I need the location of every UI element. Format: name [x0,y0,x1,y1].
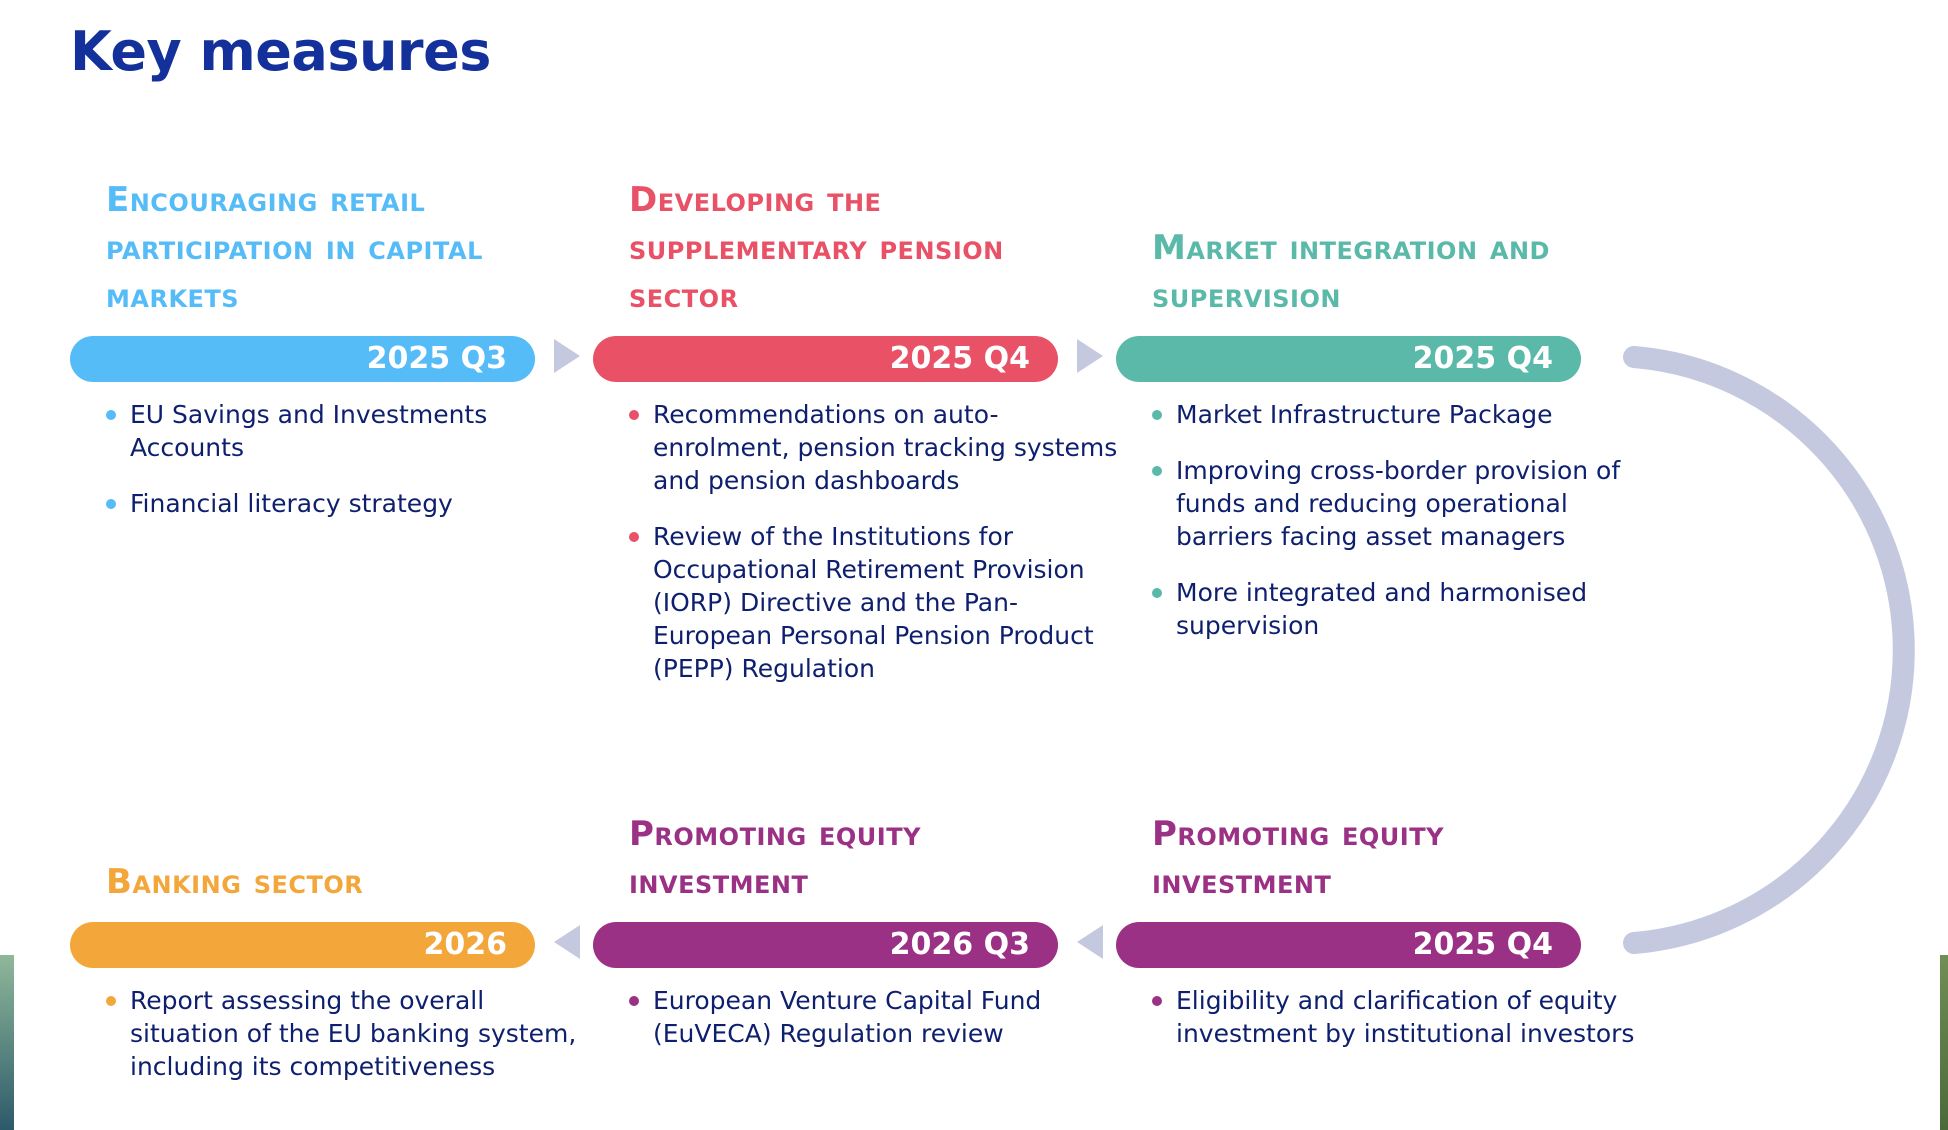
list-item-text: Market Infrastructure Package [1176,400,1553,429]
measure-heading: Banking sector [106,862,364,902]
connector-arc [1634,357,1904,943]
bullet-dot [1152,466,1162,476]
arrow-left-icon [1077,925,1103,959]
measure-heading: Encouraging retail participation in capital markets [106,180,483,316]
edge-photo-strip-right [1940,955,1948,1130]
bullet-dot [1152,588,1162,598]
list-item-text: EU Savings and Investments Accounts [130,400,488,462]
arrow-left-icon [554,925,580,959]
arrow-right-icon [1077,339,1103,373]
edge-photo-strip-left [0,955,14,1130]
list-item-text: Eligibility and clarification of equity investment by institutional investors [1176,986,1635,1048]
measure-list [1152,398,1642,665]
bullet-dot [629,410,639,420]
timeline-date-bar: 2026 [70,922,535,968]
timeline-date-bar: 2026 Q3 [593,922,1058,968]
list-item [629,520,1119,685]
measure-heading: Developing the supplementary pension sector [629,180,1004,316]
bullet-dot [106,996,116,1006]
measure-list [106,398,596,543]
list-item [629,984,1119,1050]
measure-list [1152,984,1642,1073]
arrow-right-icon [554,339,580,373]
list-item [1152,398,1642,431]
list-item [1152,984,1642,1050]
measure-heading: Promoting equity investment [629,814,921,902]
list-item [106,984,596,1083]
measure-heading: Promoting equity investment [1152,814,1444,902]
bullet-dot [106,410,116,420]
bullet-dot [1152,410,1162,420]
timeline-date-bar: 2025 Q4 [1116,922,1581,968]
list-item-text: European Venture Capital Fund (EuVECA) Regulation review [653,986,1042,1048]
bullet-dot [629,532,639,542]
timeline-date-bar: 2025 Q4 [1116,336,1581,382]
list-item [106,398,596,464]
timeline-date-bar: 2025 Q4 [593,336,1058,382]
list-item-text: Report assessing the overall situation of the EU banking system, including its competitiveness [130,986,577,1081]
timeline-connector-curve [1620,330,1940,980]
list-item [629,398,1119,497]
timeline-date-bar: 2025 Q3 [70,336,535,382]
measure-list [629,984,1119,1073]
measure-list [629,398,1119,708]
bullet-dot [629,996,639,1006]
page-title: Key measures [70,20,491,83]
list-item [1152,454,1642,553]
list-item-text: Recommendations on auto-enrolment, pension tracking systems and pension dashboards [653,400,1118,495]
bullet-dot [1152,996,1162,1006]
measure-list [106,984,596,1106]
list-item [1152,576,1642,642]
list-item [106,487,596,520]
list-item-text: Improving cross-border provision of funds and reducing operational barriers facing asset managers [1176,456,1621,551]
measure-heading: Market integration and supervision [1152,228,1550,316]
bullet-dot [106,499,116,509]
list-item-text: More integrated and harmonised supervision [1176,578,1588,640]
list-item-text: Review of the Institutions for Occupational Retirement Provision (IORP) Directive and the Pan-European Personal Pension Product (PEPP) Regulation [653,522,1094,683]
list-item-text: Financial literacy strategy [130,489,453,518]
